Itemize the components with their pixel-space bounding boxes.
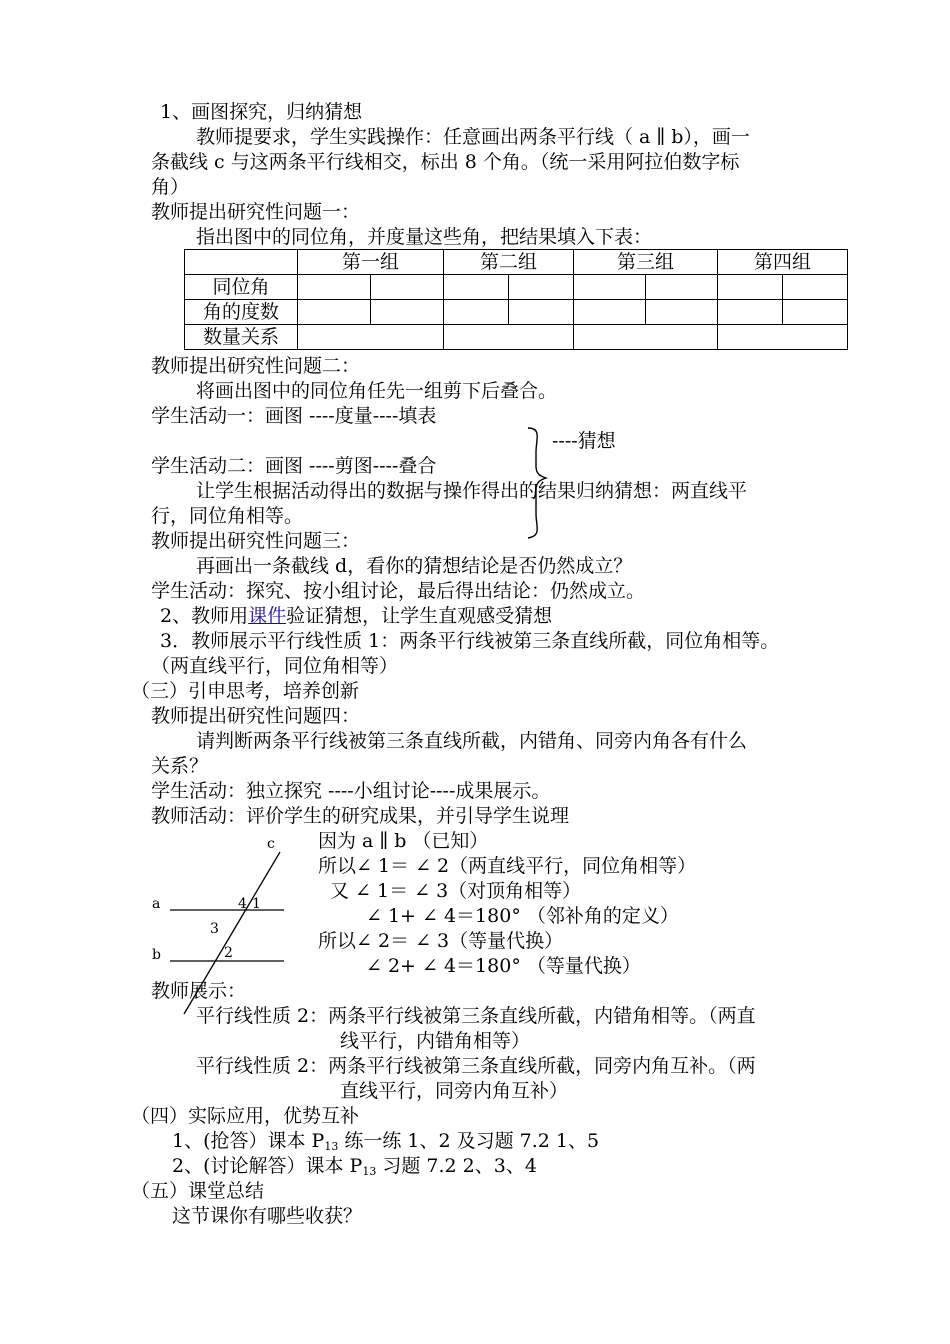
student-activity: 学生活动：独立探究 ----小组讨论----成果展示。 — [151, 780, 551, 802]
exercise-line: 1、(抢答）课本 $P_{13}$ 练一练 1、2 及习题 7.2 1、5 — [172, 1130, 600, 1153]
heading-draw-explore: 1、画图探究，归纳猜想 — [160, 101, 363, 123]
angle-label-3: 3 — [210, 921, 219, 937]
table-row-label: 角的度数 — [185, 300, 298, 325]
para-line: 条截线 c 与这两条平行线相交，标出 8 个角。（统一采用阿拉伯数字标 — [151, 151, 740, 173]
angle-label-4: 4 — [238, 896, 247, 912]
para-line: 行，同位角相等。 — [151, 505, 304, 527]
proof-line: ∠ 1+ ∠ 4＝180° （邻补角的定义） — [366, 905, 679, 927]
property-two-b: 平行线性质 2：两条平行线被第三条直线所截，同旁内角互补。（两 — [196, 1055, 756, 1077]
table-header-cell: 第一组 — [298, 250, 444, 275]
teacher-show: 教师展示： — [151, 980, 247, 1002]
student-activity-one: 学生活动一：画图 ----度量----填表 — [151, 405, 437, 427]
question-one-title: 教师提出研究性问题一： — [151, 201, 361, 223]
courseware-link[interactable]: 课件 — [248, 605, 287, 627]
para-line: 角） — [151, 176, 190, 198]
student-activity-two: 学生活动二：画图 ----剪图----叠合 — [151, 455, 437, 477]
proof-line: 又 ∠ 1＝ ∠ 3（对顶角相等） — [330, 880, 582, 902]
para-line: 关系？ — [151, 755, 209, 777]
table-row-label: 同位角 — [185, 275, 298, 300]
table-header-cell: 第四组 — [718, 250, 848, 275]
label-c: c — [267, 836, 275, 852]
question-four-title: 教师提出研究性问题四： — [151, 705, 361, 727]
para-line: （两直线平行，同位角相等） — [151, 655, 399, 677]
label-b: b — [152, 947, 161, 963]
para-line: 这节课你有哪些收获？ — [172, 1205, 363, 1227]
para-line: 直线平行，同旁内角互补） — [340, 1080, 569, 1102]
section-three-heading: （三）引申思考，培养创新 — [131, 680, 360, 702]
para-line: 学生活动：探究、按小组讨论，最后得出结论：仍然成立。 — [151, 580, 646, 602]
line-c — [184, 852, 280, 1014]
section-four-heading: （四）实际应用，优势互补 — [131, 1105, 360, 1127]
angle-label-2: 2 — [224, 945, 233, 961]
property-one: 3．教师展示平行线性质 1：两条平行线被第三条直线所截，同位角相等。 — [160, 630, 780, 652]
para-line: 线平行，内错角相等） — [340, 1030, 531, 1052]
exercise-line: 2、(讨论解答）课本 $P_{13}$ 习题 7.2 2、3、4 — [172, 1155, 537, 1178]
guess-label: ----猜想 — [552, 430, 616, 452]
proof-line: ∠ 2+ ∠ 4＝180° （等量代换） — [366, 955, 641, 977]
para-line: 指出图中的同位角，并度量这些角，把结果填入下表： — [196, 226, 653, 248]
para-line: 让学生根据活动得出的数据与操作得出的结果归纳猜想：两直线平 — [196, 480, 748, 502]
property-two-a: 平行线性质 2：两条平行线被第三条直线所截，内错角相等。（两直 — [196, 1005, 756, 1027]
table-header-cell: 第二组 — [444, 250, 574, 275]
angle-label-1: 1 — [252, 896, 261, 912]
para-line: 请判断两条平行线被第三条直线所截，内错角、同旁内角各有什么 — [196, 730, 748, 752]
section-five-heading: （五）课堂总结 — [131, 1180, 265, 1202]
question-three-title: 教师提出研究性问题三： — [151, 530, 361, 552]
table-row-label: 数量关系 — [185, 325, 298, 350]
question-two-title: 教师提出研究性问题二： — [151, 355, 361, 377]
para-line: 再画出一条截线 d，看你的猜想结论是否仍然成立？ — [196, 555, 633, 577]
label-a: a — [152, 896, 161, 912]
proof-line: 因为 a ∥ b （已知） — [318, 830, 489, 852]
curly-brace — [528, 428, 546, 538]
proof-line: 所以∠ 1＝ ∠ 2（两直线平行，同位角相等） — [318, 855, 697, 877]
teacher-activity: 教师活动：评价学生的研究成果，并引导学生说理 — [151, 805, 570, 827]
table-header-cell: 第三组 — [574, 250, 718, 275]
verify-line: 2、教师用课件验证猜想，让学生直观感受猜想 — [160, 605, 553, 627]
para-line: 教师提要求，学生实践操作：任意画出两条平行线（ a ∥ b），画一 — [196, 126, 750, 148]
proof-line: 所以∠ 2＝ ∠ 3（等量代换） — [318, 930, 564, 952]
para-line: 将画出图中的同位角任先一组剪下后叠合。 — [196, 380, 558, 402]
